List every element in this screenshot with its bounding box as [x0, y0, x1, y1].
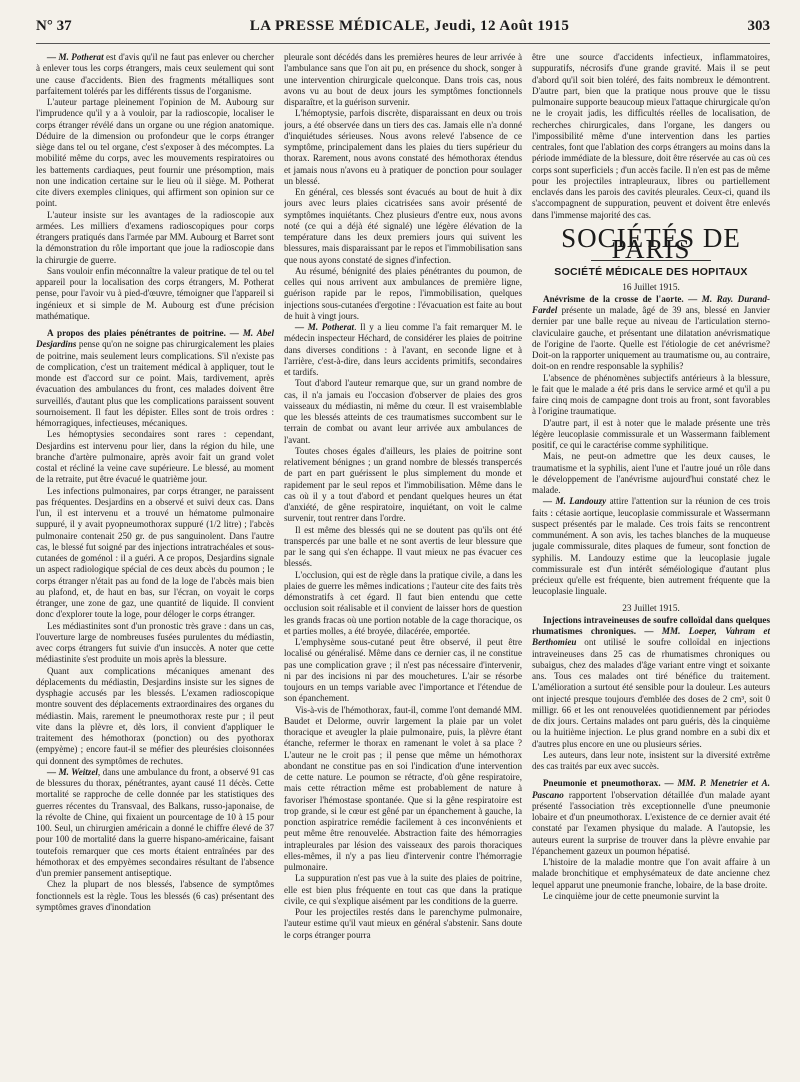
- paragraph: [36, 621, 274, 666]
- paragraph: [36, 266, 274, 322]
- paragraph: [36, 666, 274, 767]
- paragraph: [36, 52, 274, 97]
- paragraph-text: Les auteurs, dans leur note, insistent sur la diversité extrême des cas traités par eux avec succès.: [532, 749, 770, 771]
- paragraph: [532, 857, 770, 891]
- paragraph-text: Mais, ne peut-on admettre que les deux causes, le traumatisme et la syphilis, aient l'une et l'autre joué un rôle dans le développement de l'anévrisme aujourd'hui constaté chez le malade.: [532, 451, 770, 495]
- paragraph-text: pense qu'on ne soigne pas chirurgicalement les plaies de poitrine, mais seulement leurs complications. S'il n'existe pas de complication, c'est un traitement médical à appliquer, tout le monde est d'accord sur ce point. Mais, tardivement, après évacuation des ambulances du front, ces malades doivent être surveillés, d'autant plus que les complications paraissent souvent sournoisement. Il faut les dépister. Elles sont de trois ordres : hémorragiques, infectieuses, mécaniques.: [36, 339, 274, 428]
- session-2-text: [532, 615, 770, 902]
- paragraph-text: attire l'attention sur la réunion de ces trois faits : cétasie aortique, leucoplasie commissurale et Wassermann suspect présentés par le malade. Ces trois faits se rencontrent communément. A son avis, les taches blanches de la muqueuse jugale commissurale, dites plaques de fumeur, sont fonction de syphilis. M. Landouzy estime que la leucoplasie jugale commissurale est d'un intérêt séméiologique d'autant plus précieux qu'elle est fréquente, bien autrement fréquente que la leucoplasie linguale.: [532, 496, 770, 597]
- paragraph: [532, 52, 770, 221]
- paragraph: [284, 187, 522, 266]
- paragraph-text: être une source d'accidents infectieux, inflammatoires, suppuratifs, nécrosifs d'une grande gravité. Mais il se peut d'abord qu'il soit bien toléré, des faits nombreux le démontrent. D'autre part, bien que la pratique nous prouve que le tissu pulmonaire supporte beaucoup mieux l'attaque chirurgicale qu'on ne le croyait jadis, les difficultés réelles de localisation, de recherches chirurgicales, dans l'organe, les dangers ou l'impossibilité même d'une intervention dans les parties centrales, font que l'ablation des corps étrangers au moins dans la période immédiate de la blessure, doit être réservée au cas où ces corps sont superficiels ; d'un accès facile. Il n'en est pas de même pour les projectiles intrapleuraux, libres ou partiellement enclavés dans les parois des cavités pleurales. Ceux-ci, quand ils s'accompagnent de suppuration, peuvent et doivent être enlevés dans l'immense majorité des cas.: [532, 52, 770, 220]
- author-name: — M. Potherat: [295, 322, 355, 332]
- paragraph-heading: Injections intraveineuses de soufre colloïdal dans quelques rhumatismes chroniques. —: [532, 614, 770, 636]
- column-3-intro: [532, 52, 770, 221]
- author-name: MM. P. Menetrier et A. Pascano: [532, 778, 770, 800]
- paragraph: [284, 873, 522, 907]
- paragraph: [284, 378, 522, 446]
- column-2: [284, 52, 522, 1082]
- paragraph-text: L'absence de phénomènes subjectifs antérieurs à la blessure, le fait que le malade a été pris dans le service armé et qu'il a pu faire cinq mois de campagne dont trois au front, sont favorables à l'origine traumatique.: [532, 372, 770, 417]
- paragraph-heading: Anévrisme de la crosse de l'aorte. —: [543, 293, 702, 304]
- paragraph: [284, 266, 522, 322]
- author-name: M. Abel Desjardins: [36, 328, 274, 350]
- paragraph-text: L'histoire de la maladie montre que l'on avait affaire à un malade bronchitique et emphysémateux de date ancienne chez lequel apparut une pneumonie franche, lobaire, de la base droite.: [532, 857, 770, 890]
- paragraph-text: , dans une ambulance du front, a observé 91 cas de blessures du thorax, pénétrantes, ayant causé 11 décès. Cette mortalité se rapproche de celle donnée par les statistiques des guerres récentes du Transvaal, des Balkans, russo-japonaise, de la révolte de Chine, qui fixaient un pourcentage de 10 à 15 pour 100. Seul, un chirurgien américain a donné le chiffre élevé de 37 pour 100 de mortalité dans la guerre hispano-américaine, faisant toutefois remarquer que ces morts étaient entraînées par des hémothorax et des empyèmes secondaires résultant de l'absence d'un premier pansement antiseptique.: [36, 766, 274, 878]
- journal-title: [250, 18, 570, 35]
- paragraph-text: En général, ces blessés sont évacués au bout de huit à dix jours avec leurs plaies cicatrisées sans avoir présenté de symptômes inquiétants. Chez plusieurs d'entre eux, nous avons noté (ce qui a déjà été signalé) une légère élévation de la température dans les deux premiers jours qui suivent les blessures, mais disparaissant par le repos et l'immobilisation sans que nous ayons constaté de signes d'infection.: [284, 187, 522, 265]
- paragraph-text: L'emphysème sous-cutané peut être observé, il peut être localisé ou généralisé. Même dans ce dernier cas, il ne constitue pas une complication grave ; il n'est pas nécessaire d'intervenir, ni par des incisions ni par des mouchetures. L'air se résorbe toujours en un temps variable avec l'importance et l'étendue de son épanchement.: [284, 637, 522, 704]
- paragraph: [532, 294, 770, 373]
- session-1-text: [532, 294, 770, 598]
- paragraph-text: Toutes choses égales d'ailleurs, les plaies de poitrine sont relativement bénignes ; un grand nombre de blessés transpercés de part en part guérissent le plus simplement du monde et rapidement par le seul repos et l'immobilisation. Même dans le cas où il y a tout d'abord et pendant quelques heures un état d'anxiété, de gêne respiratoire, inquiétant, on voit le calme survenir, tout rentrer dans l'ordre.: [284, 445, 522, 524]
- paragraph-text: L'auteur insiste sur les avantages de la radioscopie aux armées. Les milliers d'examens radioscopiques pour corps étrangers pratiqués dans l'armée par MM. Aubourg et Barret sont la démonstration du rôle important que joue la radioscopie dans la chirurgie de guerre.: [36, 209, 274, 265]
- author-name: — M. Landouzy: [543, 496, 607, 507]
- paragraph: [532, 496, 770, 597]
- paragraph-text: Le cinquième jour de cette pneumonie survint la: [543, 890, 720, 901]
- paragraph-text: présente un malade, âgé de 39 ans, blessé en Janvier dernier par une balle reçue au niveau de l'articulation sterno-claviculaire gauche, et présentant une dilatation anévrismatique de l'origine de l'aorte. Quelle est l'étiologie de cet anévrisme? Doit-on la rapporter uniquement au traumatisme ou, au contraire, doit-on en rendre responsable la syphilis?: [532, 305, 770, 372]
- society-title: SOCIÉTÉ MÉDICALE DES HOPITAUX: [554, 266, 748, 279]
- paragraph: [284, 637, 522, 705]
- paragraph-heading: Pneumonie et pneumothorax. —: [543, 778, 678, 789]
- journal-name: LA PRESSE MÉDICALE,: [249, 18, 430, 34]
- paragraph: [36, 486, 274, 621]
- columns: [36, 52, 770, 1082]
- paragraph-text: Quant aux complications mécaniques amenant des déplacements du médiastin, Desjardins insiste sur les signes de dysphagie accusés par les blessés. L'examen radioscopique montre souvent des déplacements extraordinaires des organes du médiastin. Mais, rarement le pneumothorax reste pur ; il peut vite dans la plèvre et, dès lors, il convient d'appliquer le traitement des hémothorax (ponction) ou des pyothorax (empyème) ; encore faut-il se méfier des pleurésies cloisonnées qui donnent des symptômes de rechutes.: [36, 665, 274, 766]
- paragraph: [284, 525, 522, 570]
- paragraph-text: Les hémoptysies secondaires sont rares : cependant, Desjardins est intervenu pour lier, dans la région du hile, une branche d'artère pulmonaire, après avoir fait un grand volet costal et récliné la veine cave supérieure. Le blessé, au moment de la retraite, put être évacué le quatrième jour.: [36, 429, 274, 485]
- paragraph-text: ont utilisé le soufre colloïdal en injections intraveineuses dans 25 cas de rhumatismes chroniques ou subaigus, chez des malades d'âge variant entre vingt et soixante ans. Tous ces malades ont tiré bénéfice du traitement. L'amélioration a surtout été sensible pour la douleur. Les auteurs ont injecté presque toujours d'emblée des doses de 2 cm³, soit 0 milligr. 66 et les ont renouvelées quotidiennement par périodes de dix jours. Certains malades ont paru guéris, dès la cinquième ou la huitième injection. Le plus grand nombre en a subi dix et d'autres plus encore en une ou plusieurs séries.: [532, 637, 770, 749]
- paragraph: [36, 210, 274, 266]
- issue-date: Jeudi, 12 Août 1915: [433, 18, 570, 34]
- paragraph-text: L'hémoptysie, parfois discrète, disparaissant en deux ou trois jours, a été observée dans un tiers des cas. Jamais elle n'a donné d'inquiétudes sérieuses. Nous avons relevé l'absence de ce symptôme, principalement dans les plaies du tiers supérieur du thorax. Rarement, nous avons constaté des hémothorax étendus et jamais nous n'avons eu à pratiquer de ponction pour soulager un blessé.: [284, 108, 522, 186]
- paragraph: [532, 778, 770, 857]
- paragraph: [36, 328, 274, 429]
- session-date-2: 23 Juillet 1915.: [622, 603, 680, 614]
- issue-number: N° 37: [36, 18, 72, 34]
- paragraph: [532, 750, 770, 773]
- paragraph: [284, 705, 522, 874]
- author-name: — M. Weitzel: [47, 766, 98, 777]
- paragraph-text: Sans vouloir enfin méconnaître la valeur pratique de tel ou tel appareil pour la localisation des corps étrangers, M. Potherat pense, pour l'avoir vu à pied-d'œuvre, témoigner que l'appareil si ingénieux et si simple de M. Aubourg est d'une précision mathématique.: [36, 265, 274, 321]
- paragraph-text: L'auteur partage pleinement l'opinion de M. Aubourg sur l'imprudence qu'il y a à vouloir, par la radioscopie, localiser le corps étranger révélé dans un organe ou une région anatomique. Déduire de la dimension ou profondeur que le corps étranger siège dans tel ou tel organe, c'est s'exposer à des mécomptes. La mobilité même du corps, avec les mouvements respiratoires ou les battements cardiaques, peut fournir une présomption, mais non une indication certaine sur le lieu où il siège. M. Potherat cite divers exemples cliniques, qui affirment son opinion sur ce point.: [36, 97, 274, 209]
- session-date-1: 16 Juillet 1915.: [622, 282, 680, 293]
- paragraph: [36, 879, 274, 913]
- paragraph: [532, 891, 770, 902]
- paragraph-text: Pour les projectiles restés dans le parenchyme pulmonaire, l'auteur estime qu'il vaut mieux en général s'abstenir. Sans doute le corps étranger pourra: [284, 907, 522, 940]
- paragraph-text: L'occlusion, qui est de règle dans la pratique civile, a dans les plaies de guerre les mêmes indications ; l'auteur cite des faits très démonstratifs à cet égard. Il faut bien entendu que cette occlusion soit réalisable et il convient de laisser hors de question les grands fracas où une portion notable de la cage thoracique, os et parties molles, a été broyée, dilacérée, emportée.: [284, 569, 522, 636]
- paragraph-text: Les médiastinites sont d'un pronostic très grave : dans un cas, l'ouverture large de nombreuses fusées purulentes du médiastin, avec corps étrangers fut suivie d'un insuccès. A noter que cette médiastinite s'est produite un mois après la blessure.: [36, 620, 274, 665]
- section-title: SOCIÉTÉS DE PARIS: [561, 222, 741, 264]
- paragraph-heading: A propos des plaies pénétrantes de poitrine. —: [47, 328, 243, 338]
- paragraph: [532, 418, 770, 452]
- paragraph-text: Chez la plupart de nos blessés, l'absence de symptômes fonctionnels est la règle. Tous les blessés (6 cas) présentant des symptômes graves d'inondation: [36, 879, 274, 912]
- paragraph: [284, 52, 522, 108]
- paragraph-text: est d'avis qu'il ne faut pas enlever ou chercher à enlever tous les corps étrangers, mais ceux seulement qui sont une cause d'accidents. Bien des fragments métalliques sont parfaitement tolérés par les différents tissus de l'organisme.: [36, 52, 274, 96]
- paragraph: [284, 322, 522, 378]
- paragraph-text: D'autre part, il est à noter que le malade présente une très légère leucoplasie commissurale et un Wassermann faiblement positif, ce qui le caractérise comme syphilitique.: [532, 417, 770, 450]
- author-name: — M. Potherat: [47, 52, 104, 62]
- paragraph: [284, 108, 522, 187]
- column-1: [36, 52, 274, 1082]
- paragraph: [36, 97, 274, 210]
- page-number: 303: [747, 18, 770, 34]
- author-name: M. Ray. Durand-Fardel: [532, 293, 770, 315]
- paragraph: [532, 615, 770, 750]
- column-3: [532, 52, 770, 1082]
- paragraph: [284, 570, 522, 638]
- paragraph-text: Les infections pulmonaires, par corps étranger, ne paraissent pas fréquentes. Desjardins en a observé et suivi deux cas. Dans l'un, il est intervenu et a trouvé un hématome pulmonaire suppuré, il y avait pyopneumothorax suppuré (1/2 litre) ; l'abcès pulmonaire contenait 250 gr. de pus sanguinolent. Dans l'autre cas, le blessé fut soigné par des injections intratrachéales et sous-cutanées de goménol : il a guéri. A ce propos, Desjardins signale un aspect radiologique spécial de ces deux abcès du poumon ; le corps étranger n'était pas au fond de la loge de l'abcès mais bien au plafond, et, de haut en bas, sur l'écran, on voyait le corps étranger, une zone de gaz, une quantité de liquide. Il convient donc d'explorer toute la loge, pour déloger le corps étranger.: [36, 485, 274, 620]
- paragraph: [532, 373, 770, 418]
- paragraph: [36, 767, 274, 880]
- paragraph-text: Vis-à-vis de l'hémothorax, faut-il, comme l'ont demandé MM. Baudet et Delorme, ouvrir largement la plaie par un volet thoracique et aveugler la plaie pulmonaire, puis, la plèvre étant étanche, refermer le thorax en ramenant le volet à sa place ? L'auteur ne le croit pas ; il pense que même un hémothorax abondant ne constitue pas en soi l'indication d'une intervention de cette nature. Le poumon se rétracte, d'où gêne respiratoire, mais cette rétraction même est probablement de nature à favoriser l'hémostase spontanée. Que si la gêne respiratoire est trop grande, si le cœur est gêné par un épanchement à gauche, la ponction aspiratrice remédie facilement à ces inconvénients et peut même être renouvelée. Abstraction faite des hémorragies intrapleurales par lésion des vaisseaux des parois thoraciques elles-mêmes, il n'y a pas lieu d'intervenir contre l'hémorragie pulmonaire.: [284, 704, 522, 872]
- paragraph-text: pleurale sont décédés dans les premières heures de leur arrivée à l'ambulance sans que l'on ait pu, en présence du shock, songer à une intervention chirurgicale quelconque. Dans trois cas, nous avons vu au bout de deux jours les symptômes fonctionnels disparaître, et la guérison survenir.: [284, 52, 522, 107]
- paragraph: [284, 446, 522, 525]
- paragraph: [284, 907, 522, 941]
- paragraph-text: Il est même des blessés qui ne se doutent pas qu'ils ont été transpercés par une balle et ne sont avertis de leur blessure que par le sang qui s'en échappe. Il vaut mieux ne pas évacuer ces blessés.: [284, 524, 522, 569]
- paragraph-text: La suppuration n'est pas vue à la suite des plaies de poitrine, elle est bien plus fréquente en tout cas que dans la pratique civile, ce qui s'explique aisément par les conditions de la guerre.: [284, 873, 522, 906]
- paragraph-text: Au résumé, bénignité des plaies pénétrantes du poumon, de celles qui nous arrivent aux ambulances de première ligne, guérison rapide par le repos, l'immobilisation, quelques injections sous-cutanées d'ergotine : l'évacuation est faite au bout de huit à vingt jours.: [284, 265, 522, 321]
- paragraph: [36, 429, 274, 485]
- paragraph-text: rapportent l'observation détaillée d'un malade ayant présenté l'association très exceptionnelle d'une pneumonie lobaire et d'un pneumothorax. L'existence de ce dernier avait été constaté par l'examen physique du malade. A l'autopsie, les auteurs eurent la surprise de trouver dans la plèvre envahie par l'épanchement gazeux un poumon hépatisé.: [532, 789, 770, 856]
- paragraph-text: Tout d'abord l'auteur remarque que, sur un grand nombre de cas, il n'a jamais eu l'occasion d'observer de plaies des gros vaisseaux du médiastin, ni même du cœur. Il est vraisemblable que les blessés atteints de ces traumatismes succombent sur le terrain de combat ou avant leur arrivée aux ambulances de l'avant.: [284, 378, 522, 445]
- paragraph-text: . Il y a lieu comme l'a fait remarquer M. le médecin inspecteur Héchard, de considérer les plaies de poitrine dans diverses conditions : à l'avant, en seconde ligne et à l'arrière, c'est-à-dire, dans leurs accidents primitifs, secondaires et tardifs.: [284, 322, 522, 377]
- author-name: MM. Loeper, Vahram et Berthomieu: [532, 626, 770, 648]
- paragraph: [532, 451, 770, 496]
- page-header: [36, 18, 770, 44]
